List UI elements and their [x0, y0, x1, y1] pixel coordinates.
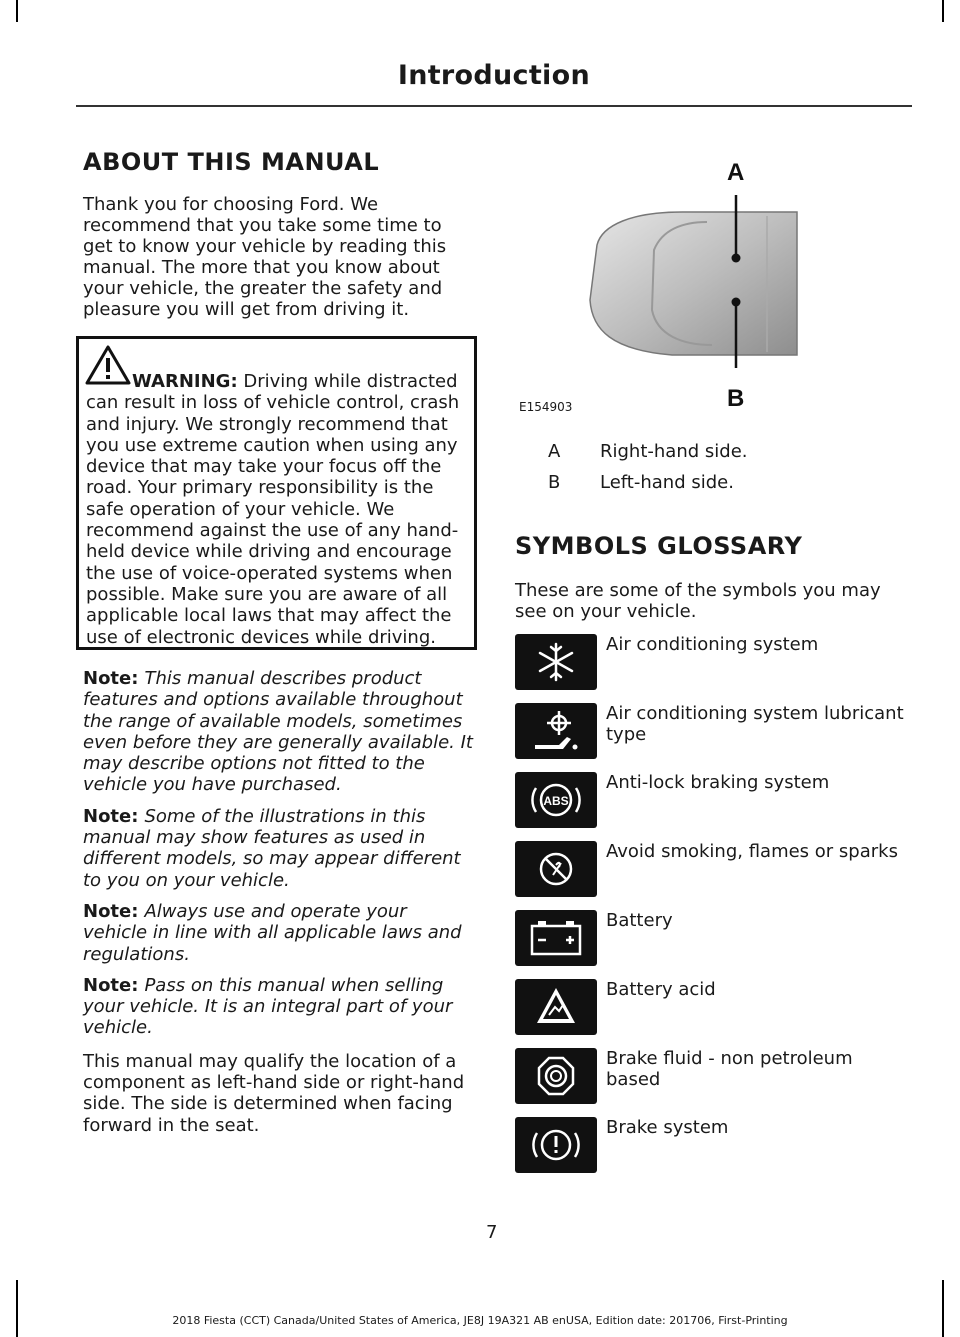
figure-label-b: B	[727, 385, 745, 412]
crop-mark	[942, 1280, 944, 1337]
note	[83, 901, 476, 965]
snowflake-icon	[515, 634, 597, 690]
symbol-row	[515, 634, 915, 703]
symbol-label: Battery	[606, 910, 673, 931]
note	[83, 668, 476, 796]
note	[83, 975, 476, 1039]
side-explanation: This manual may qualify the location of a component as left-hand side or right-hand side. The side is determined when facing forward in the seat.	[83, 1050, 465, 1136]
page-title: Introduction	[397, 60, 590, 91]
no-smoking-icon	[515, 841, 597, 897]
symbol-label: Avoid smoking, flames or sparks	[606, 841, 898, 862]
symbol-row	[515, 841, 915, 910]
figure-code: E154903	[519, 400, 573, 414]
symbol-label: Brake fluid - non petroleum based	[606, 1048, 853, 1090]
symbol-label: Air conditioning system lubricant type	[606, 703, 904, 745]
battery-acid-icon	[515, 979, 597, 1035]
crop-mark	[16, 0, 18, 22]
warning-text-block	[86, 371, 468, 648]
symbol-row	[515, 910, 915, 979]
warning-box	[76, 336, 477, 650]
legend-key: A	[548, 441, 561, 462]
symbols-list	[515, 634, 915, 1186]
ac-lubricant-icon	[515, 703, 597, 759]
warning-text: Driving while distracted can result in loss of vehicle control, crash and injury. We strongly recommend that you use extreme caution when using any device that may take your focus off the road. Your primary responsibility is the safe operation of your vehicle. We recommend against the use of any hand-held device while driving and encourage the use of voice-operated systems when possible. Make sure you are aware of all applicable local laws that may affect the use of electronic devices while driving.	[86, 371, 460, 648]
legend-key: B	[548, 472, 561, 493]
legend-text: Right-hand side.	[600, 441, 748, 462]
symbol-label: Air conditioning system	[606, 634, 819, 655]
note-text: Some of the illustrations in this manual may show features as used in different models, so may appear different to you on your vehicle.	[83, 805, 461, 891]
brake-fluid-icon	[515, 1048, 597, 1104]
vehicle-top-view-figure	[512, 150, 812, 420]
note-label: Note:	[83, 900, 139, 922]
brake-system-icon	[515, 1117, 597, 1173]
symbol-label: Anti-lock braking system	[606, 772, 830, 793]
symbol-label: Brake system	[606, 1117, 729, 1138]
battery-icon	[515, 910, 597, 966]
legend-row	[548, 441, 908, 462]
symbols-intro: These are some of the symbols you may see on your vehicle.	[515, 580, 881, 622]
warning-triangle-icon	[85, 345, 131, 385]
note-text: Always use and operate your vehicle in line with all applicable laws and regulations.	[83, 900, 462, 965]
note-label: Note:	[83, 805, 139, 827]
note-label: Note:	[83, 974, 139, 996]
svg-text:ABS: ABS	[543, 794, 569, 808]
symbol-row	[515, 1048, 915, 1117]
symbol-label: Battery acid	[606, 979, 716, 1000]
about-section	[83, 148, 476, 332]
legend-text: Left-hand side.	[600, 472, 734, 493]
figure-label-a: A	[727, 159, 745, 186]
about-heading: ABOUT THIS MANUAL	[83, 148, 380, 176]
abs-icon	[515, 772, 597, 828]
symbol-row	[515, 703, 915, 772]
header-divider	[76, 105, 912, 107]
note-text: This manual describes product features and options available throughout the range of available models, sometimes even before they are generally available. It may describe options not fitted to the vehicle you have purchased.	[83, 668, 473, 796]
crop-mark	[16, 1280, 18, 1337]
about-intro: Thank you for choosing Ford. We recommend that you take some time to get to know your vehicle by reading this manual. The more that you know about your vehicle, the greater the safety and pleasure you will get from driving it.	[83, 194, 447, 320]
note-label: Note:	[83, 668, 139, 689]
symbol-row	[515, 1117, 915, 1186]
symbols-heading: SYMBOLS GLOSSARY	[515, 532, 803, 560]
crop-mark	[942, 0, 944, 22]
notes-list	[83, 668, 476, 1136]
page-footer: 2018 Fiesta (CCT) Canada/United States of America, JE8J 19A321 AB enUSA, Edition date: 201706, First-Printing	[172, 1314, 788, 1327]
warning-label: WARNING:	[132, 371, 238, 392]
page-number: 7	[486, 1222, 498, 1243]
symbol-row	[515, 979, 915, 1048]
symbol-row	[515, 772, 915, 841]
legend-row	[548, 472, 908, 493]
note-text: Pass on this manual when selling your vehicle. It is an integral part of your vehicle.	[83, 974, 453, 1039]
note	[83, 806, 476, 891]
figure-legend	[548, 441, 908, 503]
